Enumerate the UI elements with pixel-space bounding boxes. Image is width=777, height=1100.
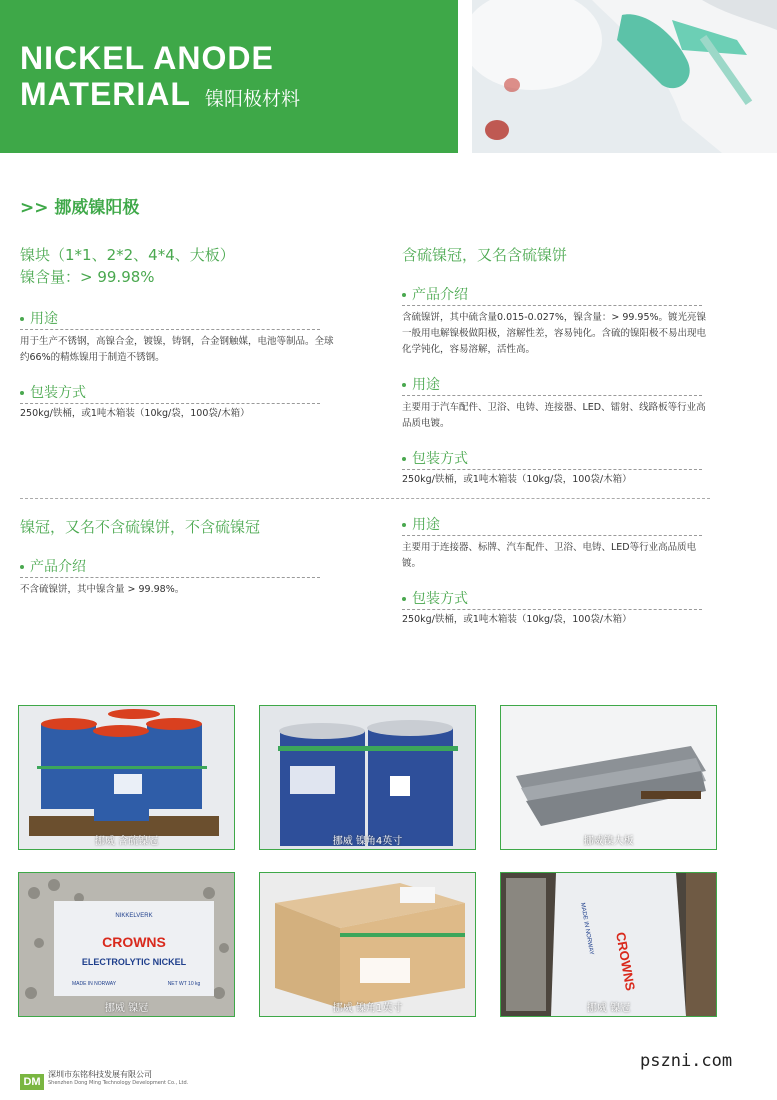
- photo-caption: 挪威 镍冠: [586, 1003, 631, 1014]
- hero-photo: [472, 0, 777, 153]
- pack-text: 250kg/铁桶，或1吨木箱装（10kg/袋，100袋/木箱）: [402, 614, 632, 625]
- pack-text: 250kg/铁桶，或1吨木箱装（10kg/袋，100袋/木箱）: [20, 408, 250, 419]
- use-title-text: 用途: [30, 311, 58, 327]
- bullet-icon: [402, 597, 406, 601]
- use-text: 主要用于汽车配件、卫浴、电铸、连接器、LED、镭射、线路板等行业高品质电镀。: [402, 402, 706, 429]
- pack-title: [20, 382, 320, 404]
- photo-caption: 挪威 镍冠: [104, 1003, 149, 1014]
- crown-heading: 含硫镍冠，又名含硫镍饼: [402, 246, 568, 264]
- intro-title: [402, 284, 702, 306]
- use-title-text: 用途: [412, 517, 440, 533]
- photo-nickel-1inch-crate: [259, 872, 476, 1017]
- pack-text: 250kg/铁桶，或1吨木箱装（10kg/袋，100袋/木箱）: [402, 474, 632, 485]
- logo-mark: DM: [20, 1074, 44, 1090]
- photo-caption: 挪威 含硫镍冠: [94, 836, 159, 847]
- crate-illustration: [260, 873, 475, 1016]
- intro-title-text: 产品介绍: [30, 559, 86, 575]
- pack-title-text: 包装方式: [412, 451, 468, 467]
- bullet-icon: [20, 391, 24, 395]
- drums-illustration: [19, 706, 234, 849]
- bullet-icon: [402, 457, 406, 461]
- bag-crowns: CROWNS: [102, 934, 166, 950]
- bag-net: NET WT 10 kg: [167, 981, 201, 987]
- title-line-2: [20, 76, 300, 118]
- pack-title-text: 包装方式: [412, 591, 468, 607]
- pack-title-text: 包装方式: [30, 385, 86, 401]
- bag-made: MADE IN NORWAY: [579, 902, 595, 956]
- intro-text: 不含硫镍饼，其中镍含量 > 99.98%。: [20, 584, 185, 595]
- nickel-content: 镍含量：> 99.98%: [20, 268, 155, 286]
- bag-made: MADE IN NORWAY: [71, 981, 117, 987]
- drums-illustration: [260, 706, 475, 849]
- block-heading: 镍块（1*1、2*2、4*4、大板）: [20, 246, 235, 264]
- bullet-icon: [402, 523, 406, 527]
- pack-title: [402, 588, 702, 610]
- crown-heading: 镍冠，又名不含硫镍饼，不含硫镍冠: [20, 518, 261, 536]
- title-line-1: NICKEL ANODE: [20, 40, 274, 76]
- section-divider: [20, 498, 710, 499]
- nickel-block-info: [20, 244, 340, 422]
- photo-caption: 挪威镍大板: [583, 836, 634, 847]
- crown-info: [20, 516, 340, 598]
- watermark: pszni.com: [640, 1051, 733, 1071]
- bag-crowns: CROWNS: [613, 930, 639, 992]
- photo-crowns-bag: [18, 872, 235, 1017]
- company-name-cn: 深圳市东铭科技发展有限公司: [48, 1070, 152, 1079]
- intro-title-text: 产品介绍: [412, 287, 468, 303]
- lab-gloves-illustration: [472, 0, 777, 153]
- crowns-bag-illustration: [19, 873, 234, 1016]
- use-text: 主要用于连接器、标牌、汽车配件、卫浴、电铸、LED等行业高品质电镀。: [402, 542, 697, 569]
- use-title: [20, 308, 320, 330]
- photo-caption: 挪威 镍角1英寸: [332, 1003, 403, 1014]
- company-name-en: Shenzhen Dong Ming Technology Development Co., Ltd.: [48, 1080, 189, 1086]
- photo-caption: 挪威 镍角4英寸: [332, 836, 403, 847]
- company-logo: [20, 1070, 44, 1090]
- photo-nickel-4inch-drums: [259, 705, 476, 850]
- intro-title: [20, 556, 320, 578]
- plates-illustration: [501, 706, 716, 849]
- pack-title: [402, 448, 702, 470]
- use-title: [402, 374, 702, 396]
- bag-line: ELECTROLYTIC NICKEL: [81, 957, 187, 967]
- use-title: [402, 514, 702, 536]
- bullet-icon: [402, 383, 406, 387]
- bullet-icon: [20, 317, 24, 321]
- title-cn: 镍阳极材料: [204, 89, 300, 110]
- sulfur-crown-info: [402, 244, 714, 488]
- section-title: >> 挪威镍阳极: [20, 198, 140, 218]
- intro-text: 含硫镍饼，其中硫含量0.015-0.027%，镍含量：> 99.95%。镀光亮镍一般用电解镍极做阳极，溶解性差，容易钝化。含硫的镍阳极不易出现电化学钝化，容易溶解，活性高。: [402, 312, 707, 355]
- title-line-2-text: MATERIAL: [20, 76, 191, 112]
- crown-usage-info: [402, 514, 714, 628]
- page-title: [20, 40, 300, 118]
- use-text: 用于生产不锈钢，高镍合金，镀镍，铸钢，合金钢触媒，电池等制品。全球约66%的精炼镍用于制造不锈钢。: [20, 336, 334, 363]
- photo-sulfur-crown-drums: [18, 705, 235, 850]
- photo-crowns-bag-2: [500, 872, 717, 1017]
- bullet-icon: [20, 565, 24, 569]
- use-title-text: 用途: [412, 377, 440, 393]
- photo-nickel-large-plate: [500, 705, 717, 850]
- bullet-icon: [402, 293, 406, 297]
- bag-brand: NIKKELVERK: [115, 913, 153, 919]
- crowns-bag-illustration: [501, 873, 716, 1016]
- company-name: [48, 1070, 188, 1088]
